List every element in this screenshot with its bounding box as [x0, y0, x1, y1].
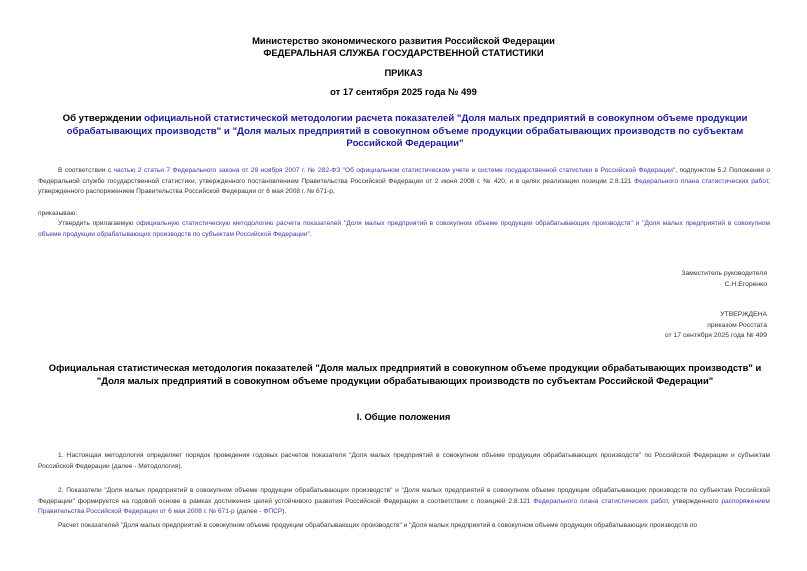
approval-block	[467, 310, 767, 342]
ministry-name: Министерство экономического развития Российской Федерации	[252, 35, 555, 46]
order-title	[40, 113, 770, 151]
signature-block	[467, 269, 767, 290]
approval-by: приказом Росстата	[707, 321, 767, 329]
preamble-text-3: , утвержденного распоряжением Правительства Российской Федерации от 6 мая 2008 г. № 671-р,	[38, 177, 770, 195]
service-name: ФЕДЕРАЛЬНАЯ СЛУЖБА ГОСУДАРСТВЕННОЙ СТАТИСТИКИ	[263, 47, 544, 58]
clause-3: Расчет показателей "Доля малых предприятий в совокупном объеме продукции обрабатывающих производств" и "Доля малых предприятий в совокупном объеме продукции обрабатывающих производств по	[58, 522, 698, 529]
clause-2-text-2: , утвержденного	[667, 497, 722, 505]
order-paragraph	[38, 219, 770, 240]
approval-stamp: УТВЕРЖДЕНА	[720, 311, 767, 318]
clause-2	[38, 486, 770, 518]
preamble-text-2: , подпунктом 5.2 Положения о Федеральной службе государственной статистики, утвержденного постановлением Правительства Российской Федерации от 2 июня 2008 г. № 420, и в целях реализации позиции 2.8.121	[38, 167, 771, 185]
fpsr-plan-link[interactable]: Федерального плана статистических работ	[533, 497, 668, 505]
methodology-link[interactable]: официальную статистическую методологию расчета показателей "Доля малых предприятий в совокупном объеме продукции обрабатывающих производств" и "Доля малых предприятий в совокупном объеме продукции обрабатывающих производств по субъектам Российской Федерации"	[38, 220, 770, 238]
fpsr-link[interactable]: Федерального плана статистических работ	[634, 177, 769, 185]
order-date: от 17 сентября 2025 года № 499	[330, 86, 477, 97]
methodology-title: Официальная статистическая методология показателей "Доля малых предприятий в совокупном объеме продукции обрабатывающих производств" и "Доля малых предприятий в совокупном объеме продукции обрабатывающих производств по субъектам Российской Федерации"	[48, 362, 762, 386]
order-text-2: .	[309, 230, 312, 238]
clause-2-text-4: ).	[282, 508, 287, 515]
signer-position: Заместитель руководителя	[681, 270, 767, 277]
signer-name: С.Н.Егоренко	[724, 280, 767, 288]
title-link[interactable]: официальной статистической методологии расчета показателей "Доля малых предприятий в совокупном объеме продукции обрабатывающих производств" и "Доля малых предприятий в совокупном объеме продукции обрабатывающих производств по субъектам Российской Федерации"	[66, 113, 748, 149]
fpsr-abbr-link[interactable]: ФПСР	[263, 508, 283, 515]
preamble-text-1: В соответствии с	[58, 167, 114, 174]
law-link[interactable]: частью 2 статьи 7 Федерального закона от 29 ноября 2007 г. № 282-ФЗ "Об официальном статистическом учете и системе государственной статистики в Российской Федерации"	[113, 167, 676, 174]
decree-link[interactable]: распоряжением Правительства Российской Федерации от 6 мая 2008 г. № 671-р	[38, 497, 770, 515]
order-text-1: Утвердить прилагаемую	[58, 220, 137, 227]
section-heading: I. Общие положения	[356, 411, 451, 422]
approval-date: от 17 сентября 2025 года № 499	[664, 332, 767, 339]
clause-2-text-1: 2. Показатели "Доля малых предприятий в совокупном объеме продукции обрабатывающих производств" и "Доля малых предприятий в совокупном объеме продукции обрабатывающих производств по субъектам Российской Федерации" формируется на годовой основе в рамках достижения целей устойчивого развития Российской Федерации в соответствии с позицией 2.8.121	[38, 487, 770, 505]
preamble-paragraph	[38, 166, 770, 198]
clause-1: 1. Настоящая методология определяет порядок проведения годовых расчетов показателя "Доля малых предприятий в совокупном объеме продукции обрабатывающих производств" по Российской Федерации и субъектам Российской Федерации (далее - Методология).	[38, 452, 770, 470]
document-type: ПРИКАЗ	[384, 67, 423, 78]
title-prefix: Об утверждении	[62, 113, 145, 124]
order-lead: приказываю:	[38, 210, 78, 217]
clause-2-text-3: (далее -	[234, 508, 264, 515]
